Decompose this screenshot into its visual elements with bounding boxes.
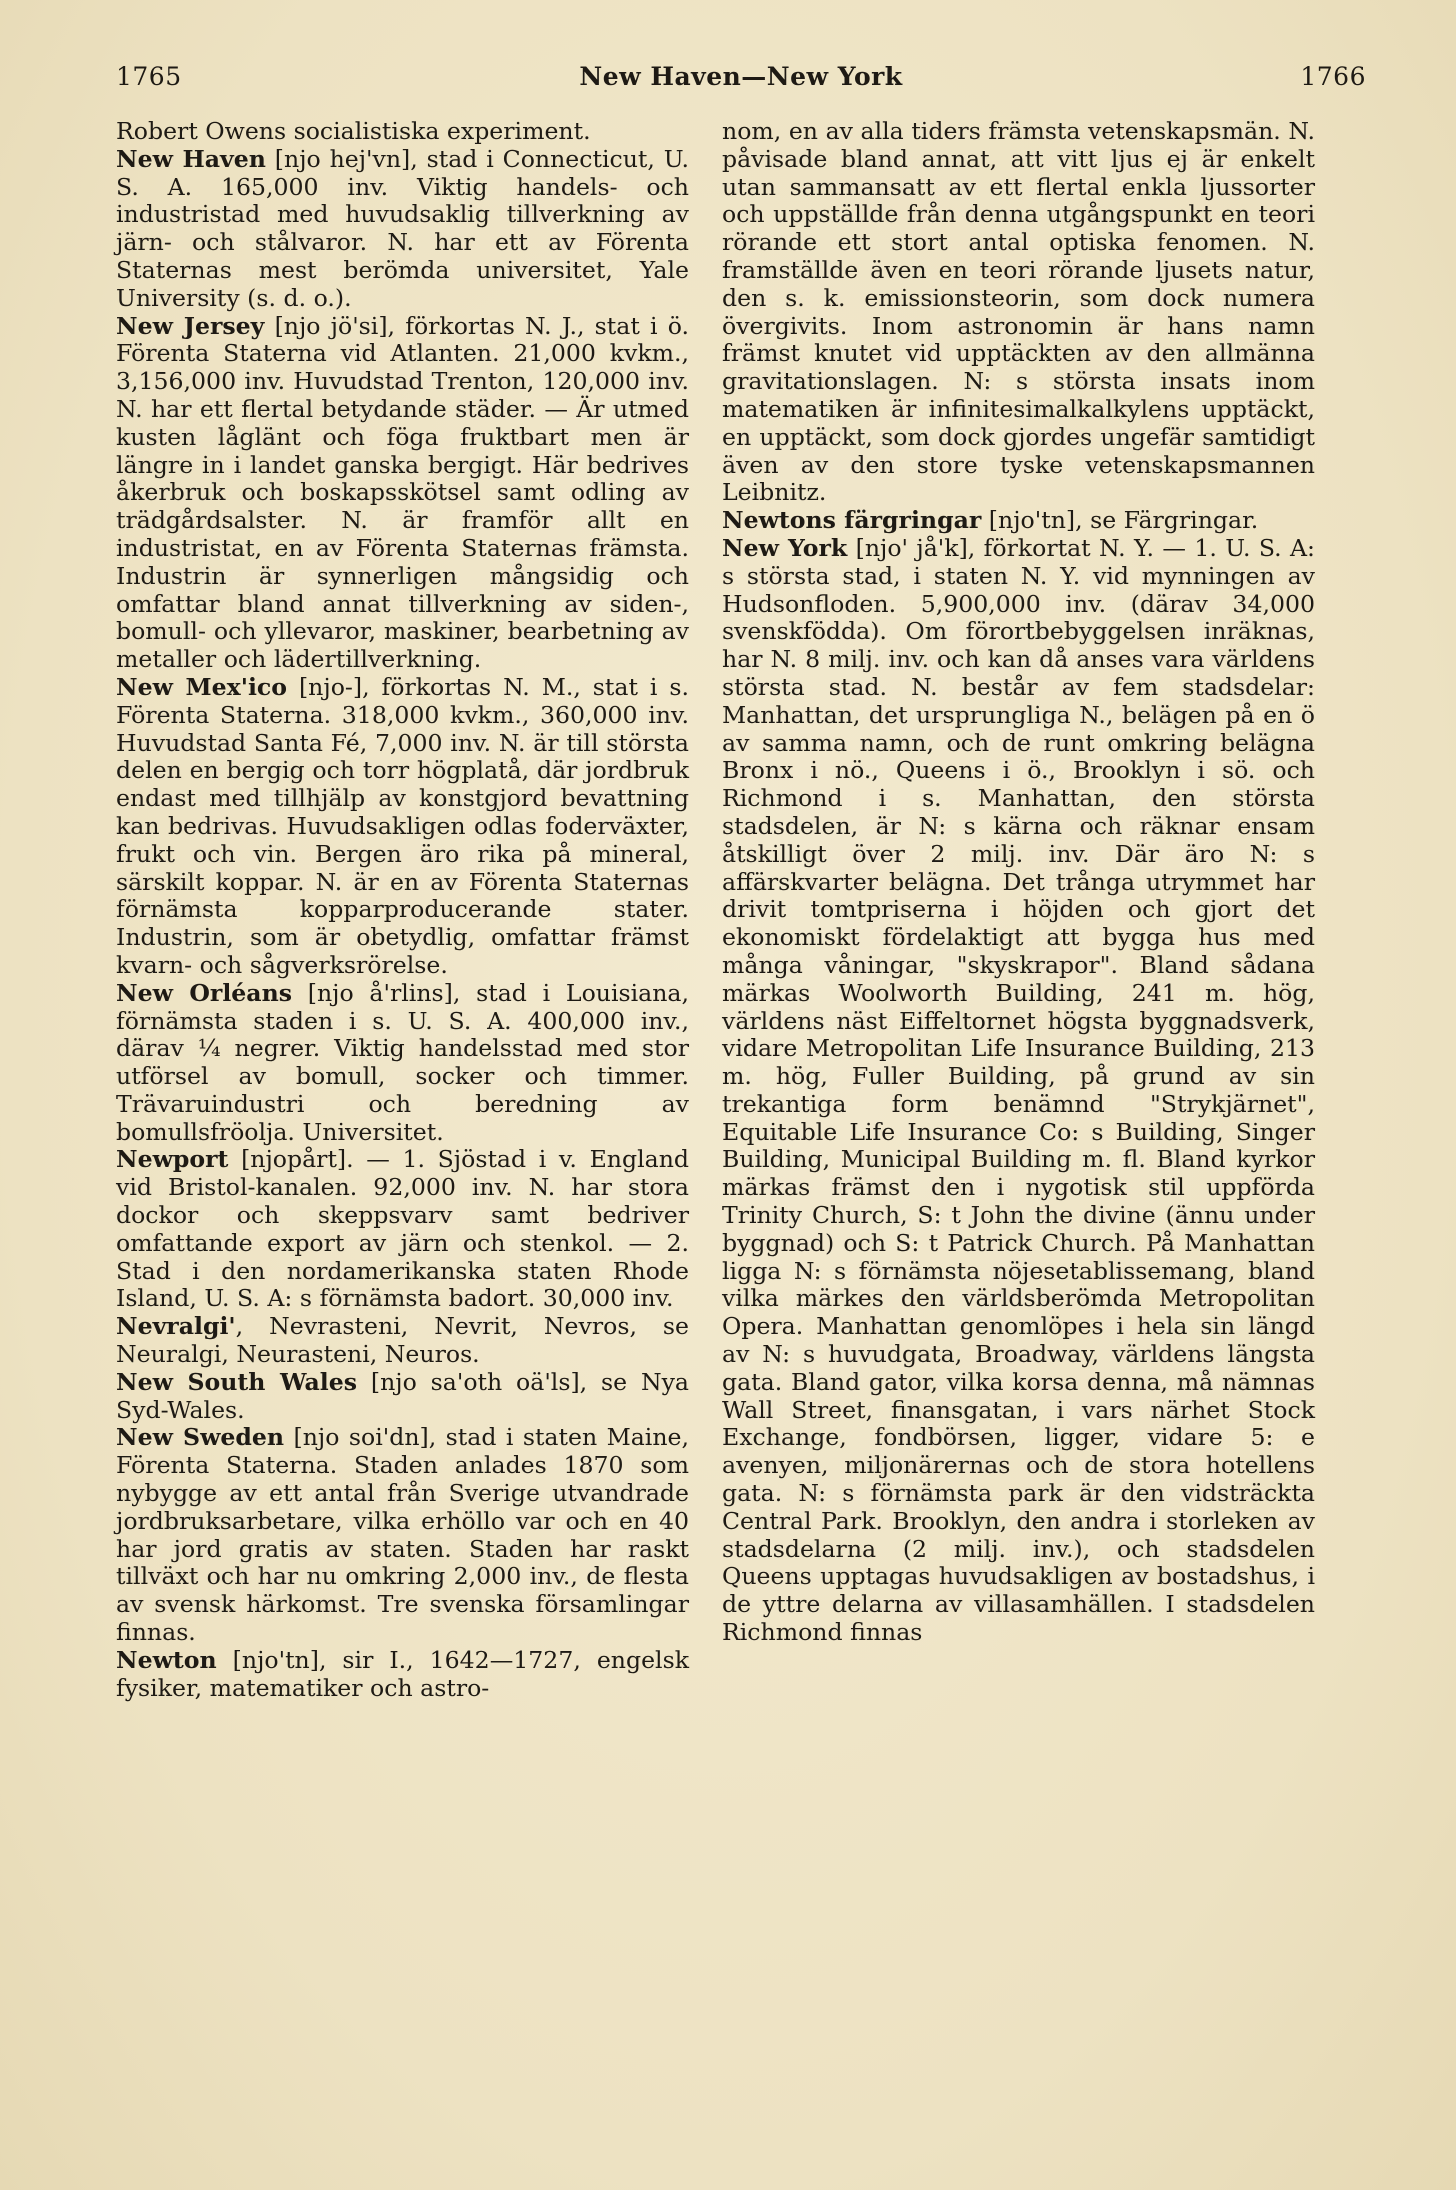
entry-headword: New Sweden bbox=[116, 1423, 285, 1452]
entry-new-haven bbox=[116, 146, 689, 313]
entry-text: , Nevrasteni, Nevrit, Nevros, se Neuralgi, Neurasteni, Neuros. bbox=[116, 1312, 689, 1369]
running-title: New Haven—New York bbox=[579, 62, 903, 91]
left-column bbox=[116, 118, 689, 1702]
entry-text: [njo å'rlins], stad i Louisiana, förnämsta staden i s. U. S. A. 400,000 inv., därav ¼ negrer. Viktig handelsstad med stor utförsel av bomull, socker och timmer. Trävaruindustri och beredning av bomullsfröolja. Universitet. bbox=[116, 978, 689, 1146]
entry-headword: Newport bbox=[116, 1145, 229, 1174]
page-number-left: 1765 bbox=[116, 62, 182, 91]
entry-text: nom, en av alla tiders främsta vetenskapsmän. N. påvisade bland annat, att vitt ljus ej är enkelt utan sammansatt av ett flertal enkla ljussorter och uppställde från denna utgångspunkt en teori rörande ett stort antal optiska fenomen. N. framställde även en teori rörande ljusets natur, den s. k. emissionsteorin, som dock numera övergivits. Inom astronomin är hans namn främst knutet vid upptäckten av den allmänna gravitationslagen. N: s största insats inom matematiken är infinitesimalkalkylens upptäckt, en upptäckt, som dock gjordes ungefär samtidigt även av den store tyske vetenskapsmannen Leibnitz. bbox=[722, 117, 1315, 507]
entry-headword: New Jersey bbox=[116, 311, 265, 340]
entry-headword: New York bbox=[722, 533, 848, 562]
entry-nevralgi bbox=[116, 1313, 689, 1369]
entry-text: [njo'tn], sir I., 1642—1727, engelsk fysiker, matematiker och astro- bbox=[116, 1645, 689, 1702]
entry-continuation bbox=[116, 118, 689, 146]
entry-text: [njo jö'si], förkortas N. J., stat i ö. Förenta Staterna vid Atlanten. 21,000 kvkm., 3,156,000 inv. Huvudstad Trenton, 120,000 inv. N. har ett flertal betydande städer. — Är utmed kusten låglänt och föga fruktbart men är längre in i landet ganska bergigt. Här bedrives åkerbruk och boskapsskötsel samt odling av trädgårdsalster. N. är framför allt en industristat, en av Förenta Staternas främsta. Industrin är synnerligen mångsidig och omfattar bland annat tillverkning av siden-, bomull- och yllevaror, maskiner, bearbetning av metaller och lädertillverkning. bbox=[116, 311, 689, 674]
entry-new-jersey bbox=[116, 313, 689, 674]
entry-newtons-fargringar bbox=[722, 507, 1315, 535]
entry-headword: New Orléans bbox=[116, 978, 293, 1007]
entry-headword: New Haven bbox=[116, 144, 266, 173]
page-number-right: 1766 bbox=[1300, 62, 1366, 91]
entry-text: [njo sa'oth oä'ls], se Nya Syd-Wales. bbox=[116, 1367, 689, 1424]
entry-newport bbox=[116, 1146, 689, 1313]
entry-text: [njo-], förkortas N. M., stat i s. Förenta Staterna. 318,000 kvkm., 360,000 inv. Huvudstad Santa Fé, 7,000 inv. N. är till största delen en bergig och torr högplatå, där jordbruk endast med tillhjälp av konstgjord bevattning kan bedrivas. Huvudsakligen odlas foderväxter, frukt och vin. Bergen äro rika på mineral, särskilt koppar. N. är en av Förenta Staternas förnämsta kopparproducerande stater. Industrin, som är obetydlig, omfattar främst kvarn- och sågverksrörelse. bbox=[116, 672, 689, 979]
entry-new-sweden bbox=[116, 1424, 689, 1646]
entry-text: [njo' jå'k], förkortat N. Y. — 1. U. S. A: s största stad, i staten N. Y. vid mynningen av Hudsonfloden. 5,900,000 inv. (därav 34,000 svenskfödda). Om förortbebyggelsen inräknas, har N. 8 milj. inv. och kan då anses vara världens största stad. N. består av fem stadsdelar: Manhattan, det ursprungliga N., belägen på en ö av samma namn, och de runt omkring belägna Bronx i nö., Queens i ö., Brooklyn i sö. och Richmond i s. Manhattan, den största stadsdelen, är N: s kärna och räknar ensam åtskilligt över 2 milj. inv. Där äro N: s affärskvarter belägna. Det trånga utrymmet har drivit tomtpriserna i höjden och gjort det ekonomiskt fördelaktigt att bygga hus med många våningar, "skyskrapor". Bland sådana märkas Woolworth Building, 241 m. hög, världens näst Eiffeltornet högsta byggnadsverk, vidare Metropolitan Life Insurance Building, 213 m. hög, Fuller Building, på grund av sin trekantiga form benämnd "Strykjärnet", Equitable Life Insurance Co: s Building, Singer Building, Municipal Building m. fl. Bland kyrkor märkas främst den i nygotisk stil uppförda Trinity Church, S: t John the divine (ännu under byggnad) och S: t Patrick Church. På Manhattan ligga N: s förnämsta nöjesetablissemang, bland vilka märkes den världsberömda Metropolitan Opera. Manhattan genomlöpes i hela sin längd av N: s huvudgata, Broadway, världens längsta gata. Bland gator, vilka korsa denna, må nämnas Wall Street, finansgatan, i vars närhet Stock Exchange, fondbörsen, ligger, vidare 5: e avenyen, miljonärernas och de stora hotellens gata. N: s förnämsta park är den vidsträckta Central Park. Brooklyn, den andra i storleken av stadsdelarna (2 milj. inv.), och stadsdelen Queens upptagas huvudsakligen av bostadshus, i de yttre delarna av villasamhällen. I stadsdelen Richmond finnas bbox=[722, 533, 1315, 1647]
entry-text: [njo'tn], se Färgringar. bbox=[981, 506, 1259, 535]
entry-text: [njo soi'dn], stad i staten Maine, Förenta Staterna. Staden anlades 1870 som nybygge av ett antal från Sverige utvandrade jordbruksarbetare, vilka erhöllo var och en 40 har jord gratis av staten. Staden har raskt tillväxt och har nu omkring 2,000 inv., de flesta av svensk härkomst. Tre svenska församlingar finnas. bbox=[116, 1423, 690, 1647]
entry-headword: Newton bbox=[116, 1645, 217, 1674]
entry-continuation bbox=[722, 118, 1315, 507]
entry-text: [njopårt]. — 1. Sjöstad i v. England vid Bristol-kanalen. 92,000 inv. N. har stora dockor och skeppsvarv samt bedriver omfattande export av järn och stenkol. — 2. Stad i den nordamerikanska staten Rhode Island, U. S. A: s förnämsta badort. 30,000 inv. bbox=[116, 1145, 689, 1313]
entry-new-orleans bbox=[116, 980, 689, 1147]
entry-text: Robert Owens socialistiska experiment. bbox=[116, 117, 591, 145]
entry-headword: Newtons färgringar bbox=[722, 506, 982, 535]
entry-text: [njo hej'vn], stad i Connecticut, U. S. A. 165,000 inv. Viktig handels- och industristad med huvudsaklig tillverkning av järn- och stålvaror. N. har ett av Förenta Staternas mest berömda universitet, Yale University (s. d. o.). bbox=[116, 144, 689, 312]
entry-headword: Nevralgi' bbox=[116, 1312, 236, 1341]
entry-headword: New South Wales bbox=[116, 1367, 358, 1396]
entry-headword: New Mex'ico bbox=[116, 672, 288, 701]
entry-new-york bbox=[722, 535, 1315, 1647]
right-column bbox=[722, 118, 1315, 1647]
page-header bbox=[116, 62, 1366, 112]
entry-new-mexico bbox=[116, 674, 689, 980]
entry-new-south-wales bbox=[116, 1369, 689, 1425]
entry-newton bbox=[116, 1647, 689, 1703]
